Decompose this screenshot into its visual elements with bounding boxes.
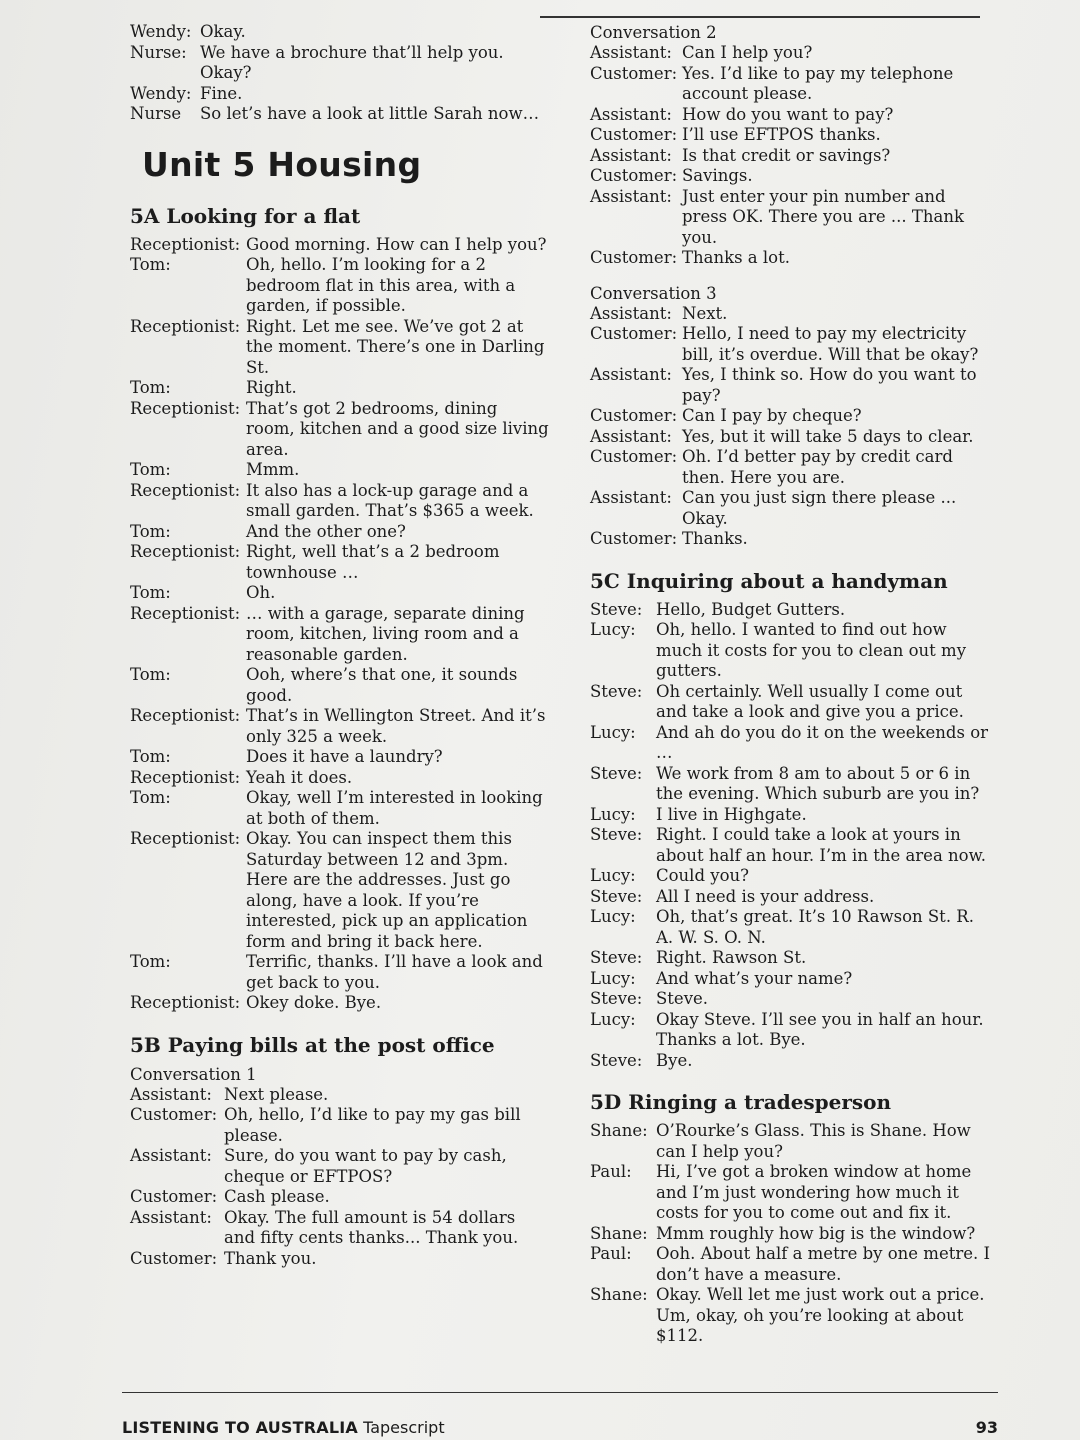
dialogue-line — [590, 887, 990, 908]
section-5c-title: 5C Inquiring about a handyman — [590, 568, 948, 593]
dialogue-text: I live in Highgate. — [656, 804, 807, 824]
dialogue-text: Next. — [682, 303, 728, 323]
footer-rule — [122, 1392, 998, 1393]
dialogue-text: Oh, hello. I’m looking for a 2 bedroom flat in this area, with a garden, if possible. — [246, 255, 516, 315]
dialogue-line — [590, 43, 990, 64]
dialogue-line — [130, 788, 550, 829]
speaker-label: Assistant: — [130, 1146, 212, 1165]
speaker-label: Tom: — [130, 378, 171, 397]
dialogue-text: And what’s your name? — [656, 968, 853, 988]
dialogue-line — [590, 365, 990, 406]
speaker-label: Customer: — [590, 248, 678, 267]
section-5c-dialogue — [590, 600, 990, 1072]
speaker-label: Steve: — [590, 681, 643, 701]
speaker-label: Lucy: — [590, 968, 636, 988]
dialogue-line — [130, 104, 550, 125]
dialogue-line — [130, 952, 550, 993]
dialogue-text: Can you just sign there please ... Okay. — [682, 488, 957, 528]
dialogue-text: That’s in Wellington Street. And it’s only 325 a week. — [246, 706, 546, 746]
dialogue-line — [130, 84, 550, 105]
dialogue-line — [590, 866, 990, 887]
left-column — [130, 22, 550, 1269]
dialogue-text: And the other one? — [246, 521, 406, 541]
speaker-label: Customer: — [130, 1248, 218, 1268]
dialogue-text: It also has a lock-up garage and a small garden. That’s $365 a week. — [246, 480, 534, 520]
dialogue-line — [130, 235, 550, 256]
speaker-label: Shane: — [590, 1121, 648, 1140]
speaker-label: Nurse: — [130, 42, 187, 62]
section-5a-dialogue — [130, 235, 550, 1014]
speaker-label: Assistant: — [590, 104, 672, 124]
speaker-label: Customer: — [590, 324, 678, 343]
dialogue-text: Can I pay by cheque? — [682, 406, 862, 425]
dialogue-line — [590, 125, 990, 146]
dialogue-line — [590, 1010, 990, 1051]
footer-series-title: LISTENING TO AUSTRALIA — [122, 1418, 358, 1437]
dialogue-line — [590, 907, 990, 948]
dialogue-line — [590, 447, 990, 488]
dialogue-text: Oh. — [246, 583, 276, 602]
dialogue-line — [130, 706, 550, 747]
dialogue-line — [590, 1162, 990, 1224]
dialogue-line — [130, 829, 550, 952]
speaker-label: Paul: — [590, 1244, 632, 1263]
dialogue-line — [130, 399, 550, 461]
dialogue-line — [130, 460, 550, 481]
dialogue-text: Right, well that’s a 2 bedroom townhouse … — [246, 542, 500, 582]
dialogue-text: All I need is your address. — [656, 886, 875, 906]
dialogue-text: Yes, but it will take 5 days to clear. — [682, 426, 974, 446]
dialogue-text: Okay, well I’m interested in looking at both of them. — [246, 788, 543, 828]
conversation-3-dialogue — [590, 304, 990, 550]
dialogue-line — [130, 665, 550, 706]
speaker-label: Steve: — [590, 599, 643, 619]
dialogue-text: Oh, that’s great. It’s 10 Rawson St. R. A. W. S. O. N. — [656, 907, 974, 947]
dialogue-line — [130, 378, 550, 399]
dialogue-line — [130, 22, 550, 43]
speaker-label: Assistant: — [130, 1207, 212, 1227]
dialogue-text: That’s got 2 bedrooms, dining room, kitchen and a good size living area. — [246, 398, 549, 459]
conversation-2-label: Conversation 2 — [590, 23, 717, 42]
dialogue-line — [130, 542, 550, 583]
dialogue-line — [130, 604, 550, 666]
dialogue-line — [590, 805, 990, 826]
dialogue-text: Mmm roughly how big is the window? — [656, 1223, 976, 1243]
speaker-label: Assistant: — [590, 303, 672, 323]
dialogue-line — [590, 989, 990, 1010]
dialogue-text: Yes, I think so. How do you want to pay? — [682, 365, 977, 405]
speaker-label: Customer: — [590, 529, 678, 548]
dialogue-line — [590, 166, 990, 187]
speaker-label: Assistant: — [130, 1084, 212, 1104]
speaker-label: Receptionist: — [130, 480, 241, 500]
dialogue-text: Next please. — [224, 1084, 329, 1104]
dialogue-text: Bye. — [656, 1050, 693, 1070]
unit-title: Unit 5 Housing — [142, 144, 422, 184]
dialogue-text: … with a garage, separate dining room, kitchen, living room and a reasonable garden. — [246, 603, 525, 664]
dialogue-line — [130, 583, 550, 604]
top-dialogue — [130, 22, 550, 125]
dialogue-line — [590, 187, 990, 249]
dialogue-text: I’ll use EFTPOS thanks. — [682, 125, 881, 144]
dialogue-line — [590, 948, 990, 969]
dialogue-line — [590, 248, 990, 269]
speaker-label: Customer: — [590, 166, 678, 185]
dialogue-text: Okey doke. Bye. — [246, 993, 382, 1012]
speaker-label: Lucy: — [590, 722, 636, 742]
dialogue-text: Thanks. — [682, 529, 748, 548]
speaker-label: Lucy: — [590, 620, 636, 639]
speaker-label: Customer: — [130, 1187, 218, 1206]
speaker-label: Steve: — [590, 763, 643, 783]
footer-subtitle: Tapescript — [363, 1418, 445, 1437]
speaker-label: Customer: — [590, 406, 678, 425]
dialogue-text: Right. — [246, 378, 297, 397]
dialogue-text: O’Rourke’s Glass. This is Shane. How can I help you? — [656, 1121, 971, 1161]
top-rule — [540, 16, 980, 18]
speaker-label: Tom: — [130, 747, 171, 766]
dialogue-text: Right. Let me see. We’ve got 2 at the moment. There’s one in Darling St. — [246, 316, 545, 377]
dialogue-text: Hi, I’ve got a broken window at home and I’m just wondering how much it costs for you to come out and fix it. — [656, 1162, 972, 1222]
speaker-label: Lucy: — [590, 907, 636, 926]
dialogue-text: Fine. — [200, 83, 243, 103]
dialogue-line — [590, 1285, 990, 1347]
speaker-label: Customer: — [590, 63, 678, 83]
speaker-label: Tom: — [130, 788, 171, 807]
dialogue-line — [130, 1085, 550, 1106]
speaker-label: Customer: — [590, 447, 678, 466]
dialogue-text: We work from 8 am to about 5 or 6 in the evening. Which suburb are you in? — [656, 763, 980, 803]
dialogue-text: Okay. The full amount is 54 dollars and fifty cents thanks... Thank you. — [224, 1207, 519, 1247]
dialogue-text: Okay Steve. I’ll see you in half an hour. Thanks a lot. Bye. — [656, 1009, 984, 1049]
dialogue-text: Right. Rawson St. — [656, 948, 807, 967]
speaker-label: Paul: — [590, 1162, 632, 1181]
dialogue-text: Hello, Budget Gutters. — [656, 599, 846, 619]
dialogue-text: Does it have a laundry? — [246, 747, 443, 766]
dialogue-text: We have a brochure that’ll help you. Okay? — [200, 42, 504, 82]
speaker-label: Receptionist: — [130, 993, 241, 1012]
speaker-label: Nurse — [130, 104, 182, 123]
dialogue-line — [130, 768, 550, 789]
dialogue-text: Thank you. — [224, 1248, 317, 1268]
dialogue-line — [590, 620, 990, 682]
dialogue-text: Cash please. — [224, 1187, 330, 1206]
speaker-label: Tom: — [130, 952, 171, 971]
speaker-label: Customer: — [590, 125, 678, 144]
speaker-label: Shane: — [590, 1223, 648, 1243]
conversation-1-label: Conversation 1 — [130, 1064, 257, 1084]
dialogue-line — [590, 1121, 990, 1162]
dialogue-line — [590, 1244, 990, 1285]
dialogue-text: Could you? — [656, 866, 749, 885]
dialogue-text: How do you want to pay? — [682, 104, 894, 124]
speaker-label: Receptionist: — [130, 829, 241, 848]
dialogue-text: Hello, I need to pay my electricity bill, it’s overdue. Will that be okay? — [682, 324, 979, 364]
dialogue-line — [130, 317, 550, 379]
dialogue-line — [130, 1208, 550, 1249]
speaker-label: Receptionist: — [130, 603, 241, 623]
dialogue-line — [590, 600, 990, 621]
speaker-label: Tom: — [130, 665, 171, 684]
dialogue-line — [130, 1146, 550, 1187]
dialogue-line — [590, 1051, 990, 1072]
dialogue-line — [590, 764, 990, 805]
dialogue-line — [590, 304, 990, 325]
speaker-label: Lucy: — [590, 804, 636, 824]
dialogue-text: Just enter your pin number and press OK. There you are ... Thank you. — [682, 186, 964, 247]
speaker-label: Receptionist: — [130, 542, 241, 561]
speaker-label: Steve: — [590, 1050, 643, 1070]
section-5d-dialogue — [590, 1121, 990, 1347]
speaker-label: Tom: — [130, 460, 171, 479]
dialogue-text: Sure, do you want to pay by cash, cheque or EFTPOS? — [224, 1146, 507, 1186]
dialogue-text: Can I help you? — [682, 43, 813, 62]
right-column — [590, 22, 990, 1347]
speaker-label: Assistant: — [590, 365, 672, 384]
dialogue-text: Ooh, where’s that one, it sounds good. — [246, 665, 518, 705]
conversation-2-dialogue — [590, 43, 990, 269]
speaker-label: Assistant: — [590, 43, 672, 62]
conversation-1-dialogue — [130, 1085, 550, 1270]
dialogue-text: Ooh. About half a metre by one metre. I don’t have a measure. — [656, 1244, 991, 1284]
dialogue-line — [130, 522, 550, 543]
dialogue-text: Okay. — [200, 22, 246, 41]
speaker-label: Steve: — [590, 886, 643, 906]
dialogue-line — [590, 427, 990, 448]
dialogue-text: Oh, hello. I wanted to find out how much it costs for you to clean out my gutters. — [656, 620, 967, 680]
section-5b-title: 5B Paying bills at the post office — [130, 1032, 495, 1057]
dialogue-text: Oh, hello, I’d like to pay my gas bill please. — [224, 1105, 521, 1145]
dialogue-line — [130, 747, 550, 768]
dialogue-line — [130, 481, 550, 522]
dialogue-text: Thanks a lot. — [682, 248, 790, 267]
dialogue-line — [590, 105, 990, 126]
section-5d-title: 5D Ringing a tradesperson — [590, 1090, 892, 1114]
dialogue-text: So let’s have a look at little Sarah now… — [200, 104, 540, 123]
dialogue-text: Steve. — [656, 989, 709, 1008]
speaker-label: Tom: — [130, 255, 171, 274]
dialogue-line — [130, 255, 550, 317]
dialogue-line — [130, 993, 550, 1014]
dialogue-line — [590, 529, 990, 550]
dialogue-text: Right. I could take a look at yours in about half an hour. I’m in the area now. — [656, 825, 986, 865]
dialogue-text: Yes. I’d like to pay my telephone account please. — [682, 63, 954, 103]
dialogue-line — [590, 1224, 990, 1245]
dialogue-line — [130, 43, 550, 84]
speaker-label: Receptionist: — [130, 316, 241, 336]
dialogue-line — [130, 1249, 550, 1270]
dialogue-line — [590, 406, 990, 427]
dialogue-text: Okay. Well let me just work out a price. Um, okay, oh you’re looking at about $112. — [656, 1285, 985, 1345]
dialogue-text: Savings. — [682, 166, 753, 185]
speaker-label: Customer: — [130, 1105, 218, 1124]
dialogue-text: Mmm. — [246, 460, 300, 479]
speaker-label: Receptionist: — [130, 398, 241, 418]
speaker-label: Receptionist: — [130, 706, 241, 725]
dialogue-line — [590, 146, 990, 167]
dialogue-text: Is that credit or savings? — [682, 145, 891, 165]
speaker-label: Tom: — [130, 521, 171, 541]
speaker-label: Assistant: — [590, 488, 672, 507]
speaker-label: Wendy: — [130, 83, 192, 103]
dialogue-line — [590, 488, 990, 529]
page-number: 93 — [975, 1418, 998, 1437]
speaker-label: Assistant: — [590, 186, 672, 206]
speaker-label: Steve: — [590, 825, 643, 844]
dialogue-text: Okay. You can inspect them this Saturday between 12 and 3pm. Here are the addresses. Just go along, have a look. If you’re interested, pick up an application form and bring it back here. — [246, 829, 528, 951]
conversation-3-label: Conversation 3 — [590, 283, 717, 303]
dialogue-line — [590, 64, 990, 105]
speaker-label: Receptionist: — [130, 767, 241, 787]
dialogue-line — [590, 825, 990, 866]
dialogue-text: Terrific, thanks. I’ll have a look and get back to you. — [246, 952, 543, 992]
page-footer — [122, 1418, 998, 1437]
section-5a-title: 5A Looking for a flat — [130, 203, 361, 228]
dialogue-text: Good morning. How can I help you? — [246, 234, 547, 254]
speaker-label: Assistant: — [590, 426, 672, 446]
dialogue-line — [590, 324, 990, 365]
speaker-label: Assistant: — [590, 145, 672, 165]
dialogue-text: Oh. I’d better pay by credit card then. Here you are. — [682, 447, 953, 487]
dialogue-line — [590, 723, 990, 764]
speaker-label: Shane: — [590, 1285, 648, 1304]
dialogue-text: And ah do you do it on the weekends or … — [656, 722, 989, 762]
dialogue-line — [590, 682, 990, 723]
speaker-label: Wendy: — [130, 22, 192, 41]
speaker-label: Tom: — [130, 583, 171, 602]
speaker-label: Lucy: — [590, 866, 636, 885]
speaker-label: Receptionist: — [130, 234, 241, 254]
dialogue-line — [130, 1105, 550, 1146]
speaker-label: Steve: — [590, 948, 643, 967]
dialogue-line — [590, 969, 990, 990]
dialogue-text: Oh certainly. Well usually I come out and take a look and give you a price. — [656, 681, 964, 721]
speaker-label: Steve: — [590, 989, 643, 1008]
dialogue-text: Yeah it does. — [246, 767, 353, 787]
dialogue-line — [130, 1187, 550, 1208]
speaker-label: Lucy: — [590, 1009, 636, 1029]
